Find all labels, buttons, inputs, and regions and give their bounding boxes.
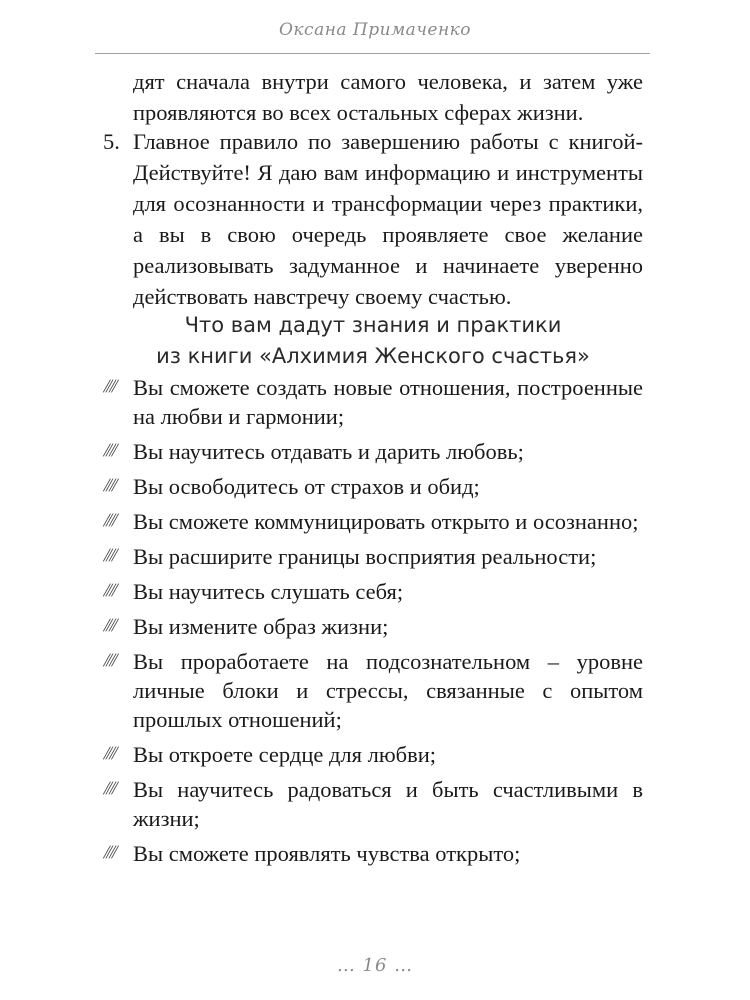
header-divider [95, 53, 650, 54]
item-number: 5. [103, 129, 120, 154]
benefits-list [103, 373, 643, 874]
list-item [103, 542, 643, 571]
hatched-arrow-bullet-icon: ⫽⫽ [103, 744, 115, 764]
list-item-text: Вы измените образ жизни; [133, 614, 389, 639]
list-item [103, 472, 643, 501]
hatched-arrow-bullet-icon: ⫽⫽ [103, 377, 115, 397]
hatched-arrow-bullet-icon: ⫽⫽ [103, 651, 115, 671]
numbered-item-5 [103, 126, 643, 312]
section-heading-line-1: Что вам дадут знания и практики [184, 313, 562, 337]
list-item [103, 647, 643, 734]
list-item [103, 373, 643, 431]
list-item-text: Вы научитесь радоваться и быть счастливыми в жизни; [133, 777, 643, 831]
continued-paragraph: дят сначала внутри самого человека, и затем уже проявляются во всех остальных сферах жизни. [133, 69, 643, 125]
hatched-arrow-bullet-icon: ⫽⫽ [103, 581, 115, 601]
item-text: Главное правило по завершению работы с книгой- Действуйте! Я даю вам информацию и инструменты для осознанности и трансформации через практики, а вы в свою очередь проявляете свое желание реализовывать задуманное и начинаете уверенно действовать навстречу своему счастью. [133, 129, 643, 309]
hatched-arrow-bullet-icon: ⫽⫽ [103, 616, 115, 636]
page-number: … 16 … [336, 955, 414, 976]
section-heading [103, 310, 643, 372]
list-item-text: Вы сможете коммуницировать открыто и осознанно; [133, 509, 639, 534]
running-header-author: Оксана Примаченко [278, 20, 472, 40]
list-item [103, 612, 643, 641]
list-item-text: Вы освободитесь от страхов и обид; [133, 474, 480, 499]
list-item [103, 507, 643, 536]
list-item [103, 437, 643, 466]
list-item [103, 775, 643, 833]
list-item [103, 839, 643, 868]
list-item-text: Вы научитесь отдавать и дарить любовь; [133, 439, 524, 464]
list-item [103, 577, 643, 606]
hatched-arrow-bullet-icon: ⫽⫽ [103, 441, 115, 461]
list-item-text: Вы откроете сердце для любви; [133, 742, 437, 767]
list-item-text: Вы расширите границы восприятия реальности; [133, 544, 597, 569]
section-heading-line-2: из книги «Алхимия Женского счастья» [156, 344, 590, 368]
hatched-arrow-bullet-icon: ⫽⫽ [103, 546, 115, 566]
list-item-text: Вы сможете создать новые отношения, построенные на любви и гармонии; [133, 375, 643, 429]
list-item-text: Вы научитесь слушать себя; [133, 579, 404, 604]
hatched-arrow-bullet-icon: ⫽⫽ [103, 779, 115, 799]
list-item-text: Вы сможете проявлять чувства открыто; [133, 841, 521, 866]
hatched-arrow-bullet-icon: ⫽⫽ [103, 511, 115, 531]
hatched-arrow-bullet-icon: ⫽⫽ [103, 843, 115, 863]
hatched-arrow-bullet-icon: ⫽⫽ [103, 476, 115, 496]
list-item-text: Вы проработаете на подсознательном – уровне личные блоки и стрессы, связанные с опытом прошлых отношений; [133, 649, 643, 732]
list-item [103, 740, 643, 769]
